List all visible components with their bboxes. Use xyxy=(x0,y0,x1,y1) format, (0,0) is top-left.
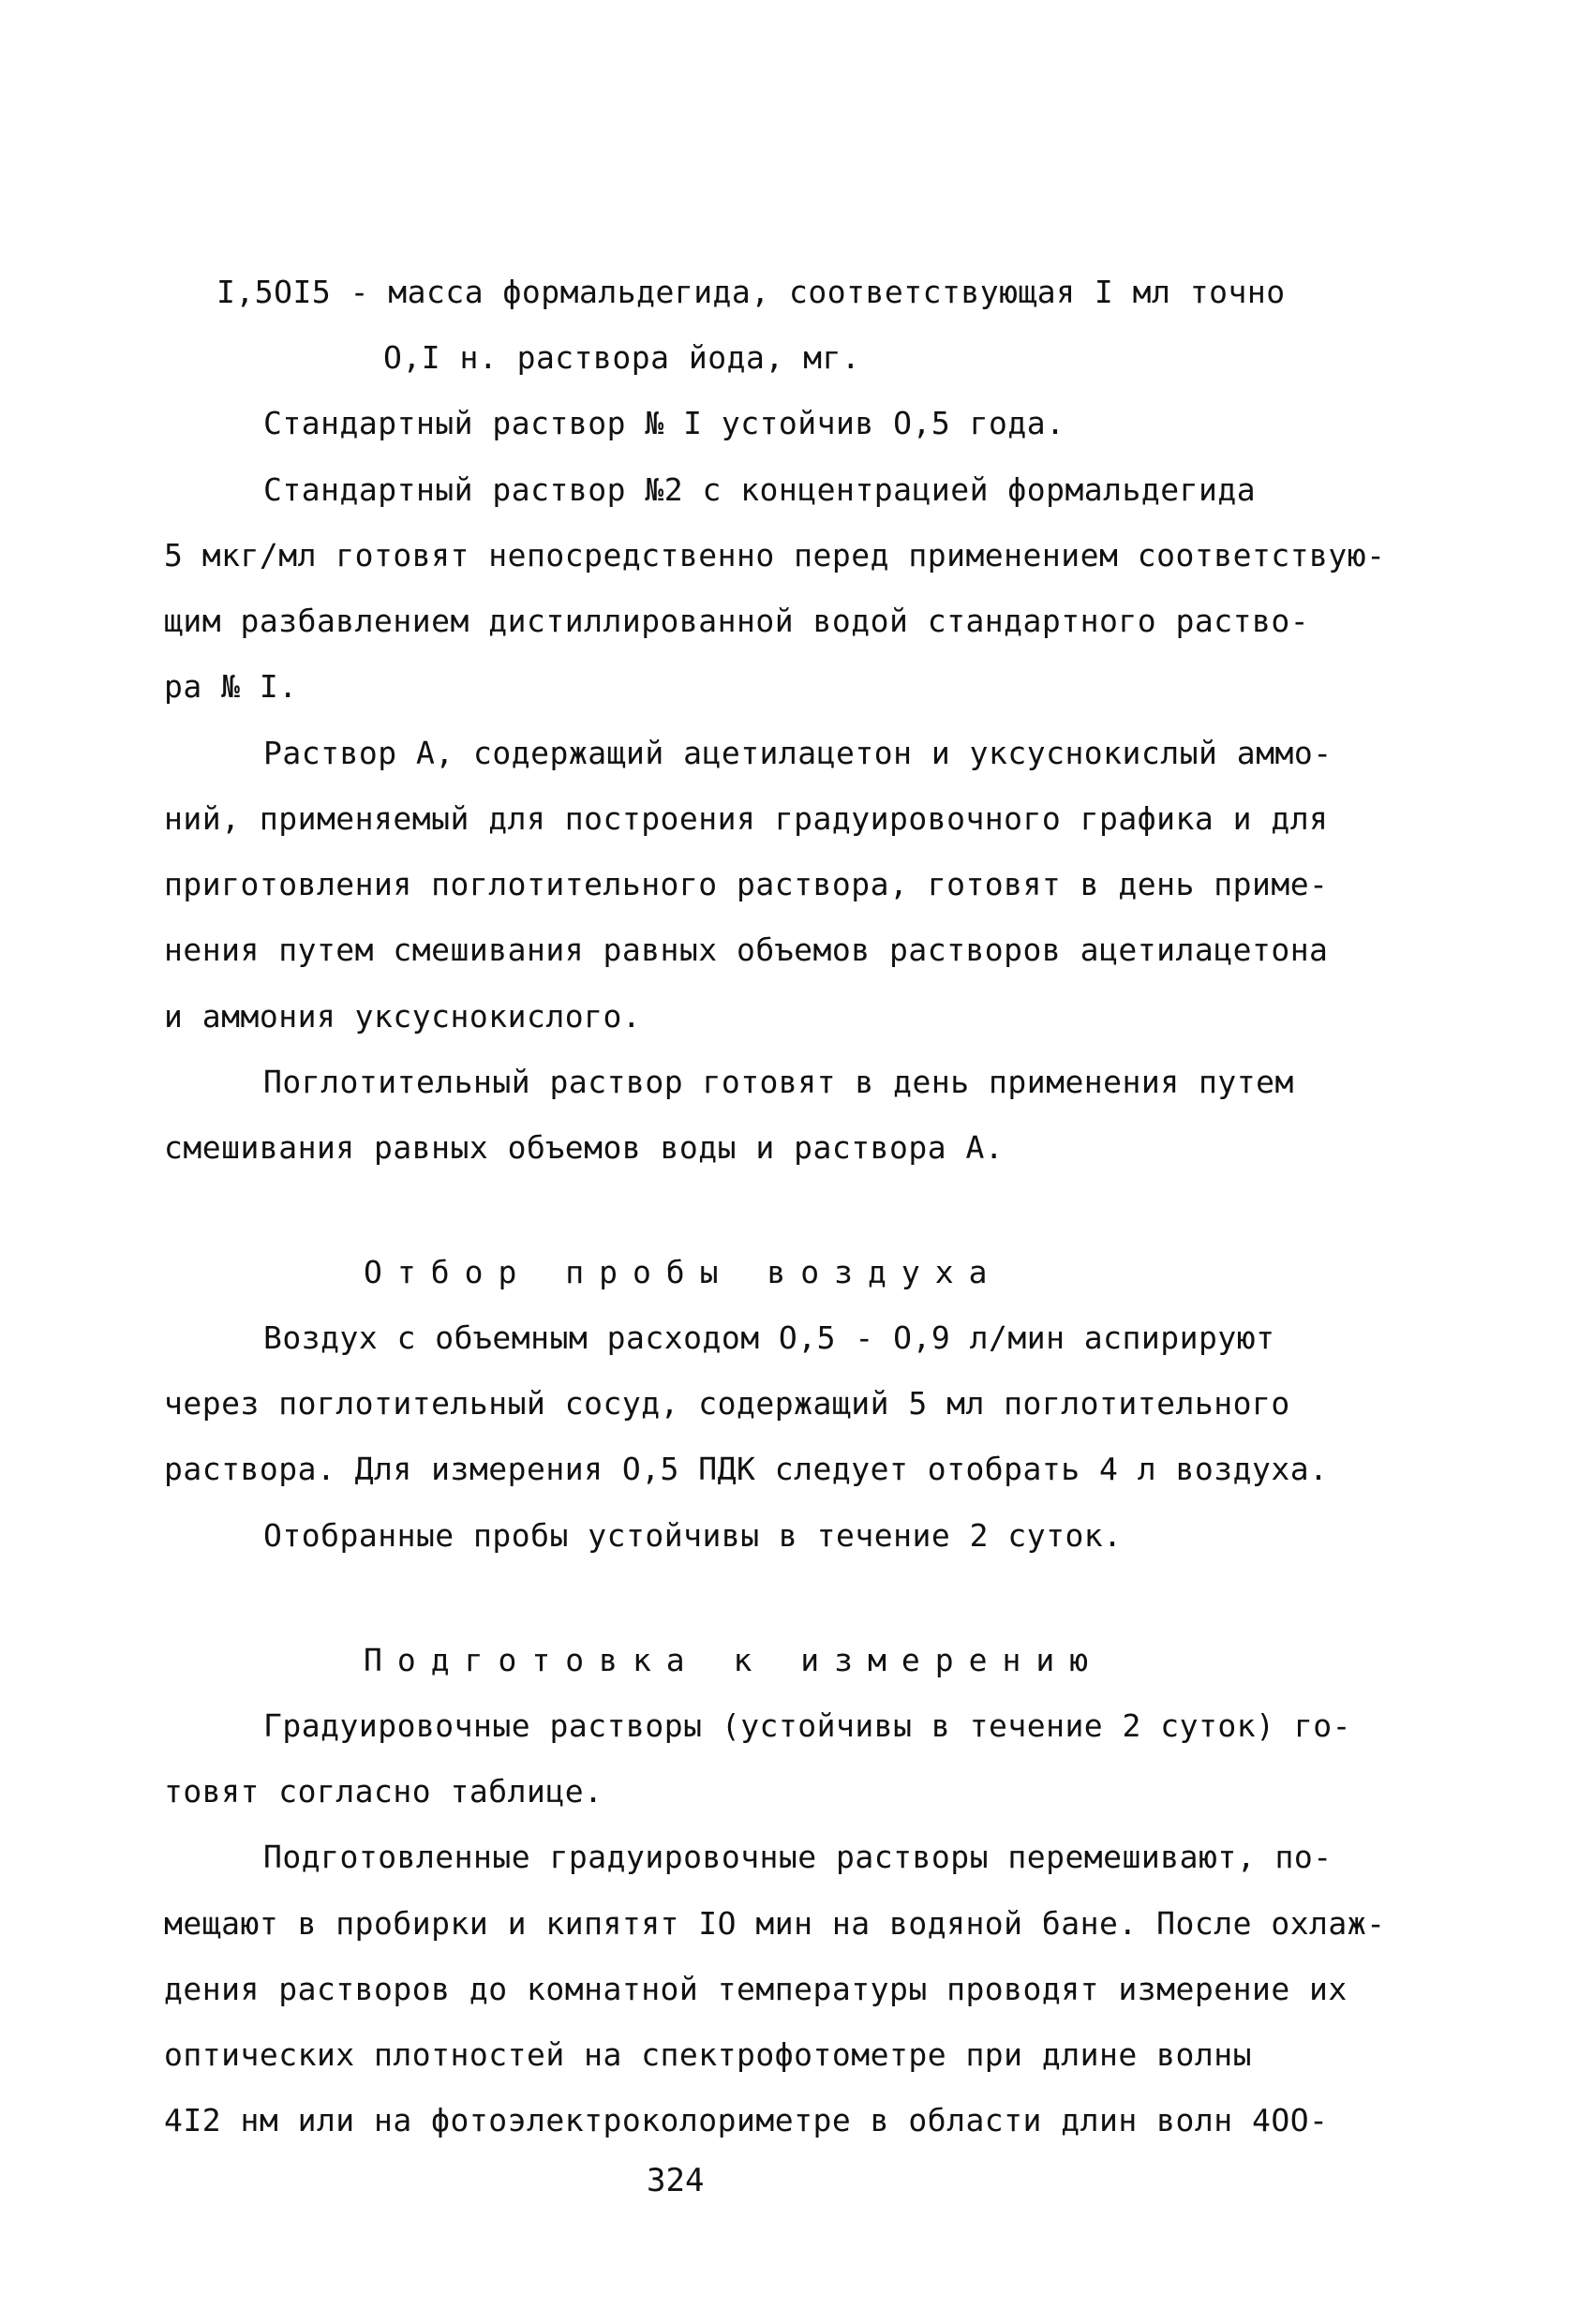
text-line: 4I2 нм или на фотоэлектроколориметре в области длин волн 4OO- xyxy=(164,2102,1329,2138)
text-line: раствора. Для измерения O,5 ПДК следует отобрать 4 л воздуха. xyxy=(164,1451,1329,1487)
section-heading-air-sampling: Отбор пробы воздуха xyxy=(364,1254,1003,1290)
text-line: Раствор А, содержащий ацетилацетон и уксуснокислый аммо- xyxy=(263,735,1333,771)
text-line: дения растворов до комнатной температуры проводят измерение их xyxy=(164,1971,1348,2007)
text-line: Подготовленные градуировочные растворы перемешивают, по- xyxy=(263,1839,1333,1875)
text-line: 5 мкг/мл готовят непосредственно перед применением соответствую- xyxy=(164,537,1386,574)
text-line: оптических плотностей на спектрофотометре при длине волны xyxy=(164,2036,1252,2073)
text-line: I,5OI5 - масса формальдегида, соответствующая I мл точно xyxy=(216,274,1286,310)
text-line: Отобранные пробы устойчивы в течение 2 суток. xyxy=(263,1517,1123,1554)
text-line: нения путем смешивания равных объемов растворов ацетилацетона xyxy=(164,931,1329,968)
text-line: Воздух с объемным расходом O,5 - O,9 л/мин аспирируют xyxy=(263,1319,1275,1356)
text-line: ний, применяемый для построения градуировочного графика и для xyxy=(164,800,1329,837)
text-line: O,I н. раствора йода, мг. xyxy=(383,339,861,376)
text-line: Поглотительный раствор готовят в день применения путем xyxy=(263,1064,1294,1100)
text-line: Градуировочные растворы (устойчивы в течение 2 суток) го- xyxy=(263,1707,1351,1744)
text-line: Стандартный раствор №2 с концентрацией формальдегида xyxy=(263,471,1257,508)
text-line: товят согласно таблице. xyxy=(164,1773,603,1810)
text-line: щим разбавлением дистиллированной водой стандартного раство- xyxy=(164,603,1310,639)
section-heading-measurement-prep: Подготовка к измерению xyxy=(364,1642,1104,1678)
text-line: смешивания равных объемов воды и раствора А. xyxy=(164,1129,1005,1166)
page-number: 324 xyxy=(647,2162,705,2199)
text-line: через поглотительный сосуд, содержащий 5 мл поглотительного xyxy=(164,1385,1290,1422)
text-line: ра № I. xyxy=(164,668,298,705)
text-line: приготовления поглотительного раствора, готовят в день приме- xyxy=(164,866,1329,902)
text-line: Стандартный раствор № I устойчив O,5 года. xyxy=(263,405,1065,441)
text-line: и аммония уксуснокислого. xyxy=(164,998,642,1035)
text-line: мещают в пробирки и кипятят IO мин на водяной бане. После охлаж- xyxy=(164,1905,1386,1942)
